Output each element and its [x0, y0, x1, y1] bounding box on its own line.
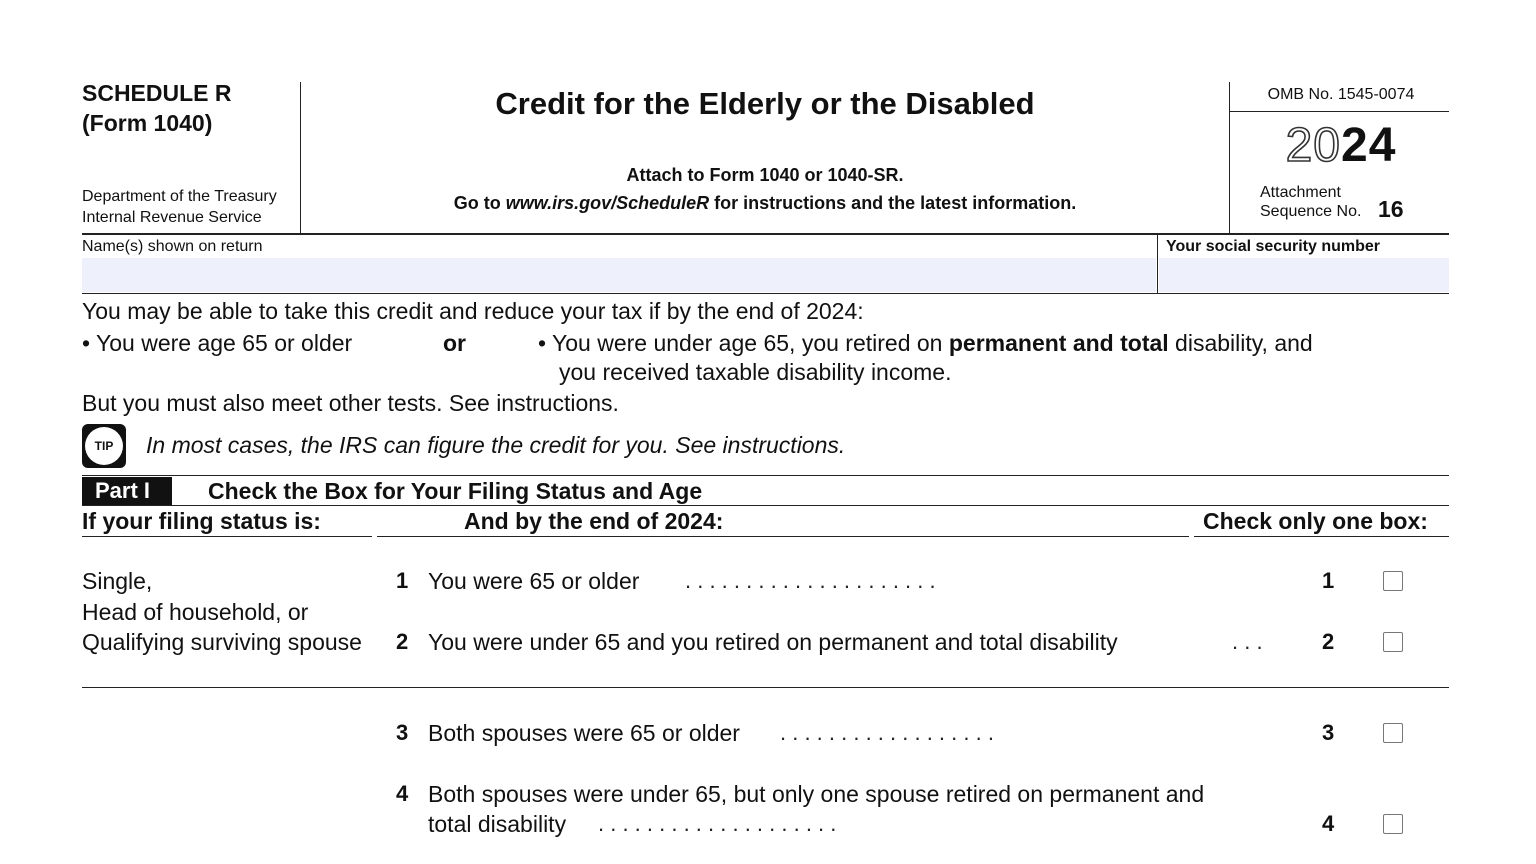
- line-3-checkbox[interactable]: [1383, 723, 1403, 743]
- line-4-text-cont: total disability: [428, 811, 567, 837]
- omb-number: OMB No. 1545-0074: [1267, 86, 1415, 103]
- schedule-label: SCHEDULE R: [82, 80, 232, 106]
- bullet-disabled-bold: permanent and total: [948, 330, 1169, 356]
- line-4-leader: . . . . . . . . . . . . . . . . . . . .: [598, 811, 837, 836]
- part1-title: Check the Box for Your Filing Status and Age: [208, 478, 703, 504]
- col-header-age: And by the end of 2024:: [464, 508, 724, 534]
- line-3-leader: . . . . . . . . . . . . . . . . . .: [780, 720, 994, 745]
- line-2-box-number: 2: [1322, 629, 1335, 654]
- status-head-of-household: Head of household, or: [82, 599, 309, 625]
- line-2-checkbox[interactable]: [1383, 632, 1403, 652]
- sequence-number: 16: [1378, 196, 1404, 222]
- line-4-number: 4: [396, 781, 409, 806]
- eligibility-intro: You may be able to take this credit and reduce your tax if by the end of 2024:: [82, 298, 864, 324]
- name-label: Name(s) shown on return: [82, 238, 263, 255]
- attachment-sequence: [1260, 183, 1361, 221]
- bullet-disabled: [538, 328, 1313, 358]
- name-input[interactable]: [82, 258, 1156, 292]
- col-rule-status: [82, 536, 372, 537]
- tax-year-bold: 24: [1341, 119, 1397, 172]
- sequence-label: Sequence No.: [1260, 203, 1362, 220]
- goto-line: [302, 189, 1228, 217]
- attachment-label: Attachment: [1260, 184, 1341, 201]
- ssn-label: Your social security number: [1166, 238, 1380, 255]
- agency-line-1: Department of the Treasury: [82, 188, 277, 205]
- part1-title-rule: [82, 505, 1449, 506]
- col-rule-age: [377, 536, 1189, 537]
- bullet-disabled-suffix: disability, and: [1168, 330, 1313, 356]
- goto-prefix: Go to: [453, 193, 506, 213]
- name-ssn-divider: [1157, 235, 1158, 294]
- line-4-text: Both spouses were under 65, but only one spouse retired on permanent and: [428, 781, 1205, 807]
- line-1-text: You were 65 or older: [428, 568, 640, 594]
- agency-block: [82, 186, 277, 228]
- header-divider-right: [1229, 82, 1230, 233]
- bullet-age-65: • You were age 65 or older: [82, 330, 353, 356]
- line-2-text: You were under 65 and you retired on permanent and total disability: [428, 629, 1118, 655]
- omb-rule: [1230, 111, 1449, 112]
- bullet-disabled-line2: you received taxable disability income.: [559, 359, 952, 385]
- line-1-leader: . . . . . . . . . . . . . . . . . . . . .: [685, 568, 936, 593]
- irs-link[interactable]: www.irs.gov/ScheduleR: [505, 193, 710, 213]
- tip-icon-label: TIP: [85, 427, 123, 465]
- line-1-checkbox[interactable]: [1383, 571, 1403, 591]
- line-4-checkbox[interactable]: [1383, 814, 1403, 834]
- schedule-id: [82, 78, 232, 138]
- agency-line-2: Internal Revenue Service: [82, 209, 262, 226]
- col-header-check: Check only one box:: [1203, 508, 1428, 534]
- header-bottom-rule: [82, 233, 1449, 235]
- tax-year: [1232, 118, 1450, 173]
- line-2-leader: . . .: [1232, 629, 1263, 654]
- goto-suffix: for instructions and the latest information.: [709, 193, 1077, 213]
- tip-text: In most cases, the IRS can figure the credit for you. See instructions.: [146, 432, 846, 458]
- form-label: (Form 1040): [82, 110, 213, 136]
- line-1-box-number: 1: [1322, 568, 1335, 593]
- line-3-text: Both spouses were 65 or older: [428, 720, 740, 746]
- name-row-bottom-rule: [82, 293, 1449, 294]
- header-divider-left: [300, 82, 301, 233]
- attach-line: Attach to Form 1040 or 1040-SR.: [626, 165, 904, 185]
- status-qualifying-spouse: Qualifying surviving spouse: [82, 629, 362, 655]
- tax-year-outline: 20: [1285, 119, 1341, 172]
- line-1-number: 1: [396, 568, 409, 593]
- line-2-number: 2: [396, 629, 409, 654]
- tip-icon: [82, 424, 126, 468]
- col-header-status: If your filing status is:: [82, 508, 321, 534]
- bullet-disabled-prefix: • You were under age 65, you retired on: [538, 330, 949, 356]
- other-tests-note: But you must also meet other tests. See instructions.: [82, 390, 619, 416]
- group-divider-rule: [82, 687, 1449, 688]
- line-4-box-number: 4: [1322, 811, 1335, 836]
- status-single: Single,: [82, 568, 153, 594]
- line-3-number: 3: [396, 720, 409, 745]
- col-rule-check: [1194, 536, 1449, 537]
- attach-instructions: [302, 161, 1228, 217]
- part1-badge: Part I: [82, 477, 172, 505]
- form-title: Credit for the Elderly or the Disabled: [495, 86, 1035, 121]
- line-3-box-number: 3: [1322, 720, 1335, 745]
- ssn-input[interactable]: [1159, 258, 1449, 292]
- or-connector: or: [443, 330, 466, 356]
